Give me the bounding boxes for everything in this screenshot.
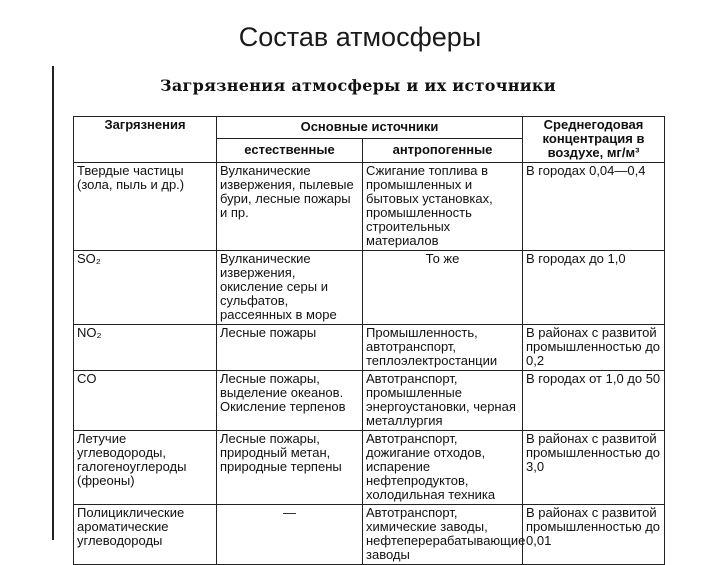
cell-anthropogenic: Промышленность, автотранспорт, теплоэлектростанции <box>363 325 523 371</box>
cell-natural: Вулканические извержения, пылевые бури, лесные пожары и пр. <box>217 163 363 251</box>
cell-pollutant: Полициклические ароматические углеводороды <box>74 505 217 565</box>
cell-concentration: В районах с развитой промышленностью до 3,0 <box>523 431 665 505</box>
cell-anthropogenic: То же <box>363 251 523 325</box>
cell-pollutant: Твердые частицы (зола, пыль и др.) <box>74 163 217 251</box>
header-anthropogenic: антропогенные <box>363 138 523 162</box>
table-row <box>74 431 665 505</box>
left-vertical-rule <box>52 66 54 540</box>
cell-natural: Вулканические извержения, окисление серы и сульфатов, рассеянных в море <box>217 251 363 325</box>
cell-pollutant: CO <box>74 371 217 431</box>
cell-pollutant: Летучие углеводороды, галогеноуглероды (фреоны) <box>74 431 217 505</box>
cell-anthropogenic: Автотранспорт, химические заводы, нефтеперерабатывающие заводы <box>363 505 523 565</box>
document-title: Загрязнения атмосферы и их источники <box>160 76 556 95</box>
slide-title: Состав атмосферы <box>238 22 482 52</box>
cell-pollutant: NO₂ <box>74 325 217 371</box>
cell-concentration: В районах с развитой промышленностью до 0,01 <box>523 505 665 565</box>
header-sources: Основные источники <box>217 117 523 139</box>
cell-pollutant: SO₂ <box>74 251 217 325</box>
cell-anthropogenic: Сжигание топлива в промышленных и бытовых установках, промышленность строительных материалов <box>363 163 523 251</box>
table-header-row <box>74 117 665 139</box>
header-natural: естественные <box>217 138 363 162</box>
cell-anthropogenic: Автотранспорт, промышленные энергоустановки, черная металлургия <box>363 371 523 431</box>
cell-anthropogenic: Автотранспорт, дожигание отходов, испарение нефтепродуктов, холодильная техника <box>363 431 523 505</box>
header-pollutant: Загрязнения <box>74 117 217 163</box>
table-row <box>74 371 665 431</box>
cell-concentration: В городах до 1,0 <box>523 251 665 325</box>
table-row <box>74 163 665 251</box>
pollution-sources-table <box>73 116 665 565</box>
cell-natural: Лесные пожары, выделение океанов. Окисление терпенов <box>217 371 363 431</box>
cell-natural: — <box>217 505 363 565</box>
cell-concentration: В городах от 1,0 до 50 <box>523 371 665 431</box>
header-concentration: Среднегодовая концентрация в воздухе, мг/м³ <box>523 117 665 163</box>
table-row <box>74 325 665 371</box>
cell-concentration: В городах 0,04—0,4 <box>523 163 665 251</box>
cell-natural: Лесные пожары, природный метан, природные терпены <box>217 431 363 505</box>
table-row <box>74 251 665 325</box>
cell-concentration: В районах с развитой промышленностью до 0,2 <box>523 325 665 371</box>
cell-natural: Лесные пожары <box>217 325 363 371</box>
table-row <box>74 505 665 565</box>
